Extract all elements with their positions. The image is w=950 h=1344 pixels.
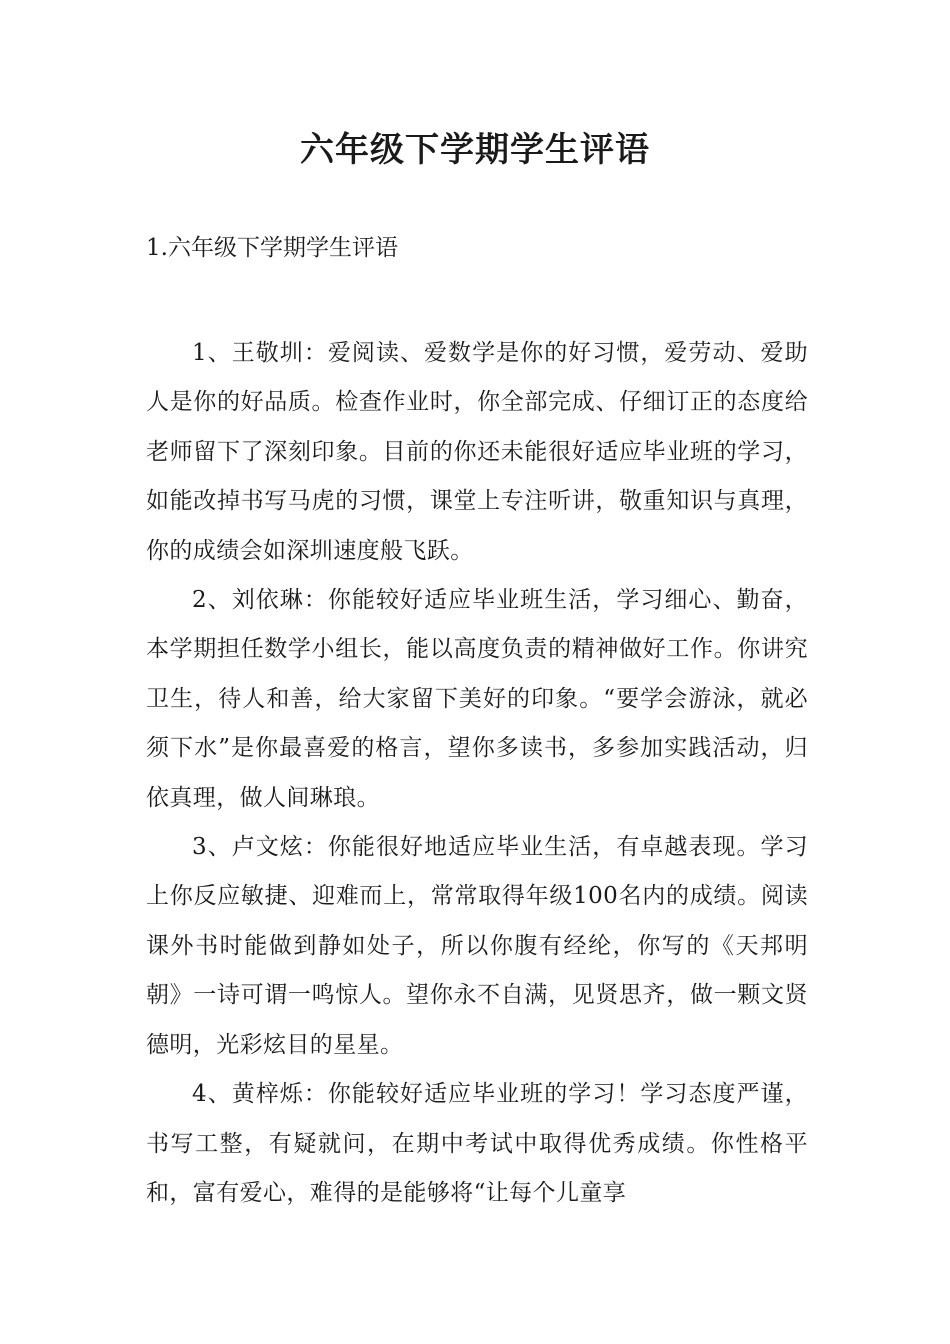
comment-paragraph-2: 2、刘依琳：你能较好适应毕业班生活，学习细心、勤奋，本学期担任数学小组长，能以高度负责的精神做好工作。你讲究卫生，待人和善，给大家留下美好的印象。“要学会游泳，就必须下水”是你最喜爱的格言，望你多读书，多参加实践活动，归依真理，做人间琳琅。: [146, 587, 808, 811]
comment-paragraph-1: 1、王敬圳：爱阅读、爱数学是你的好习惯，爱劳动、爱助人是你的好品质。检查作业时，你全部完成、仔细订正的态度给老师留下了深刻印象。目前的你还未能很好适应毕业班的学习，如能改掉书写马虎的习惯，课堂上专注听讲，敬重知识与真理，你的成绩会如深圳速度般飞跃。: [146, 340, 808, 564]
document-body: [146, 329, 808, 1218]
document-title: 六年级下学期学生评语: [300, 130, 650, 170]
comment-paragraph-4: 4、黄梓烁：你能较好适应毕业班的学习！学习态度严谨，书写工整，有疑就问，在期中考试中取得优秀成绩。你性格平和，富有爱心，难得的是能够将“让每个儿童享: [146, 1081, 808, 1206]
section-heading: 1.六年级下学期学生评语: [146, 235, 398, 261]
comment-paragraph-3: 3、卢文炫：你能很好地适应毕业生活，有卓越表现。学习上你反应敏捷、迎难而上，常常取得年级100名内的成绩。阅读课外书时能做到静如处子，所以你腹有经纶，你写的《天邦明朝》一诗可谓一鸣惊人。望你永不自满，见贤思齐，做一颗文贤德明，光彩炫目的星星。: [146, 834, 808, 1058]
